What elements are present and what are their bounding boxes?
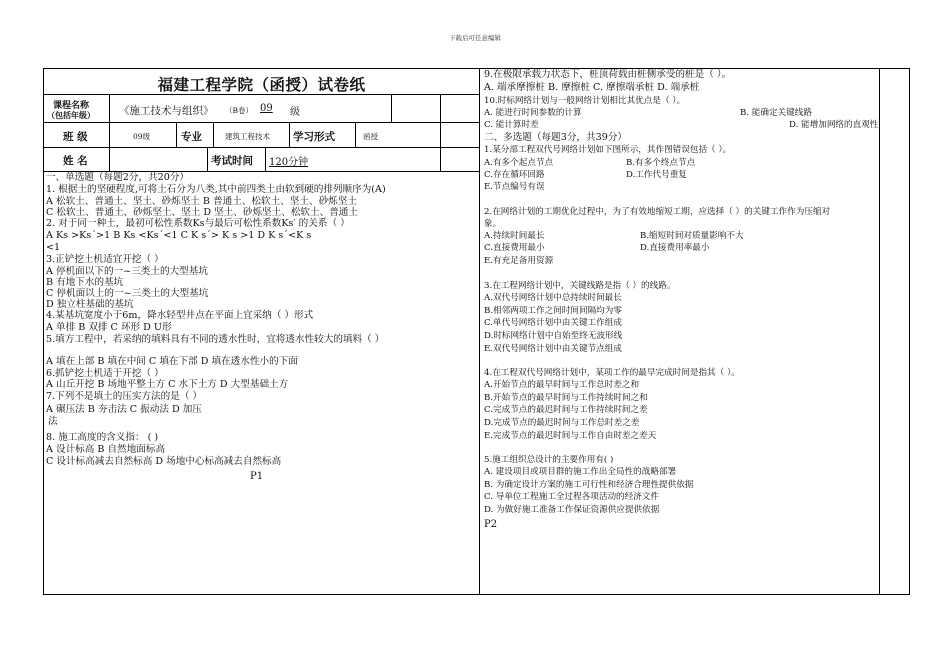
right-page-number: P2 <box>484 519 498 530</box>
cell-border <box>109 95 110 122</box>
left-line: A 设计标高 B 自然地面标高 <box>46 444 166 455</box>
left-line: 3.正铲挖土机适宜开挖（ ） <box>46 254 164 265</box>
left-line: 8. 施工高度的含义指： ( ) <box>46 432 159 443</box>
right-line: E.完成节点的最迟时间与工作自由时差之差天 <box>484 431 657 441</box>
left-line: A 山丘开挖 B 场地平整土方 C 水下土方 D 大型基础土方 <box>46 379 289 390</box>
left-line: A 碾压法 B 夯击法 C 振动法 D 加压 <box>46 404 202 415</box>
right-line: 4.在工程双代号网络计划中，某项工作的最早完成时间是指其（ ）。 <box>484 368 740 378</box>
left-line: 法 <box>48 416 58 427</box>
right-margin-strip <box>879 68 910 595</box>
cell-border <box>213 123 214 147</box>
right-line: A. 端承摩擦桩 B. 摩擦桩 C. 摩擦端承桩 D. 端承桩 <box>484 82 700 93</box>
left-line: D 独立柱基础的基坑 <box>46 299 134 310</box>
class-value: 09级 <box>133 132 151 141</box>
right-line: A.有多个起点节点 <box>484 158 554 168</box>
cell-border <box>289 123 290 147</box>
right-line: 象。 <box>484 219 502 229</box>
right-line: D.工作代号重复 <box>626 170 687 180</box>
grade-suffix: 级 <box>290 107 300 118</box>
right-line: C. 能计算时差 <box>484 120 539 130</box>
right-line: B.开始节点的最早时间与工作持续时间之和 <box>484 393 648 403</box>
major-value: 建筑工程技术 <box>225 132 270 141</box>
major-label: 专业 <box>181 131 202 143</box>
watermark: 下载后可任意编辑 <box>449 34 501 42</box>
cell-border <box>176 123 177 147</box>
paper-version: （B卷） <box>225 106 254 115</box>
right-line: D.完成节点的最迟时间与工作总时差之差 <box>484 418 640 428</box>
right-line: C.直接费用最小 <box>484 243 545 253</box>
right-line: 1.某分部工程双代号网络计划如下图所示，其作图错误包括（ ）。 <box>484 145 732 155</box>
right-line: D. 能增加网络的直观性 <box>789 120 879 130</box>
right-line: A.持续时间最长 <box>484 231 545 241</box>
right-line: D.直接费用率最小 <box>640 243 710 253</box>
right-line: 9.在极限承载力状态下，桩顶荷载由桩侧承受的桩是（ ）。 <box>484 69 732 80</box>
cell-border <box>265 148 266 171</box>
name-row <box>43 148 480 172</box>
title-row <box>43 68 480 95</box>
right-line: E.有充足备用资源 <box>484 256 554 266</box>
right-line: A. 能进行时间参数的计算 <box>484 108 582 118</box>
left-page-number: P1 <box>250 471 264 482</box>
left-line: A 松软土、普通土、坚土、砂烁坚土 B 普通土、松软土、坚土、砂烁坚土 <box>46 196 357 207</box>
right-line: C.存在循环回路 <box>484 170 545 180</box>
course-name: 《施工技术与组织》 <box>119 105 214 117</box>
cell-border <box>207 148 208 171</box>
grade-value: 09 <box>260 103 273 114</box>
left-line: A 单排 B 双排 C 环形 D U形 <box>46 322 172 333</box>
right-line: 5.施工组织总设计的主要作用有( ) <box>484 455 614 465</box>
right-line: B.有多个终点节点 <box>626 158 696 168</box>
left-line: 5.填方工程中，若采纳的填料具有不同的透水性时，宜将透水性较大的填料（ ） <box>46 334 385 345</box>
cell-border <box>109 148 110 171</box>
right-line: 10.时标网络计划与一般网络计划相比其优点是（ ）。 <box>484 96 686 106</box>
left-line: B 有地下水的基坑 <box>46 277 124 288</box>
right-line: C.单代号网络计划中由关键工作组成 <box>484 318 622 328</box>
left-line: 2. 对于同一种土，最初可松性系数Ks与最后可松性系数Ks′ 的关系（ ） <box>46 218 350 229</box>
right-line: A.开始节点的最早时间与工作总时差之和 <box>484 380 640 390</box>
left-line: C 松软土、普通土、砂烁坚土、坚土 D 坚土、砂烁坚土、松软土、普通土 <box>46 207 358 218</box>
right-line: B. 为确定设计方案的施工可行性和经济合理性提供依据 <box>484 480 694 490</box>
study-form-label: 学习形式 <box>293 131 335 143</box>
right-line: E.节点编号有误 <box>484 182 545 192</box>
course-label: 课程名称 <box>53 101 90 111</box>
name-label: 姓 名 <box>63 155 88 167</box>
cell-border <box>355 123 356 147</box>
right-line: D.时标网络计划中自始至终无波形线 <box>484 331 623 341</box>
left-line: 6.抓铲挖土机适于开挖（ ） <box>46 368 164 379</box>
class-label: 班 级 <box>63 131 88 143</box>
right-line: B.相邻两项工作之间时间间隔均为零 <box>484 306 622 316</box>
page-title: 福建工程学院（函授）试卷纸 <box>157 76 366 94</box>
right-line: 2.在网络计划的工期优化过程中，为了有效地缩短工期，应选择（ ）的关键工作作为压缩对 <box>484 207 831 217</box>
left-line: 7.下列不是填土的压实方法的是（ ） <box>46 391 203 402</box>
right-line: B. 能确定关键线路 <box>740 108 812 118</box>
left-line: 4.某基坑宽度小于6m，降水轻型井点在平面上宜采纳（ ）形式 <box>46 310 314 321</box>
left-line: A 停机面以下的一~三类土的大型基坑 <box>46 266 208 277</box>
class-row <box>43 123 480 148</box>
exam-time-value: 120分钟 <box>269 157 309 168</box>
right-line: A. 建设项目或项目群的施工作出全局性的战略部署 <box>484 467 677 477</box>
study-form-value: 函授 <box>363 132 378 141</box>
course-row <box>43 95 480 123</box>
left-line: 一、单选题（每题2分，共20分） <box>46 172 190 183</box>
right-line: C. 导单位工程施工全过程各项活动的经济文件 <box>484 492 660 502</box>
right-line: B.缩短时间对质量影响不大 <box>640 231 744 241</box>
left-line: <1 <box>46 242 61 253</box>
left-line: 1. 根据土的坚硬程度,可将土石分为八类,其中前四类土由软到硬的排列顺序为(A) <box>46 184 386 195</box>
right-line: A.双代号网络计划中总持续时间最长 <box>484 293 622 303</box>
left-line: C 设计标高减去自然标高 D 场地中心标高减去自然标高 <box>46 456 282 467</box>
right-line: C.完成节点的最迟时间与工作持续时间之差 <box>484 405 648 415</box>
right-line: D. 为做好施工准备工作保证资源供应提供依据 <box>484 505 660 515</box>
left-line: A Ks >Ks´>1 B Ks <Ks´<1 C K s´> K s >1 D K s´<K s <box>46 230 312 241</box>
left-line: C 停机面以上的一~三类土的大型基坑 <box>46 288 209 299</box>
right-line: 二、多选题（每题3分，共39分） <box>484 132 628 143</box>
left-line: A 填在上部 B 填在中间 C 填在下部 D 填在透水性小的下面 <box>46 356 298 367</box>
course-sublabel: （包括年级） <box>47 111 95 120</box>
exam-time-label: 考试时间 <box>211 155 253 167</box>
cell-border <box>109 123 110 147</box>
right-line: 3.在工程网络计划中，关键线路是指（ ）的线路。 <box>484 281 676 291</box>
right-line: E.双代号网络计划中由关键节点组成 <box>484 344 622 354</box>
